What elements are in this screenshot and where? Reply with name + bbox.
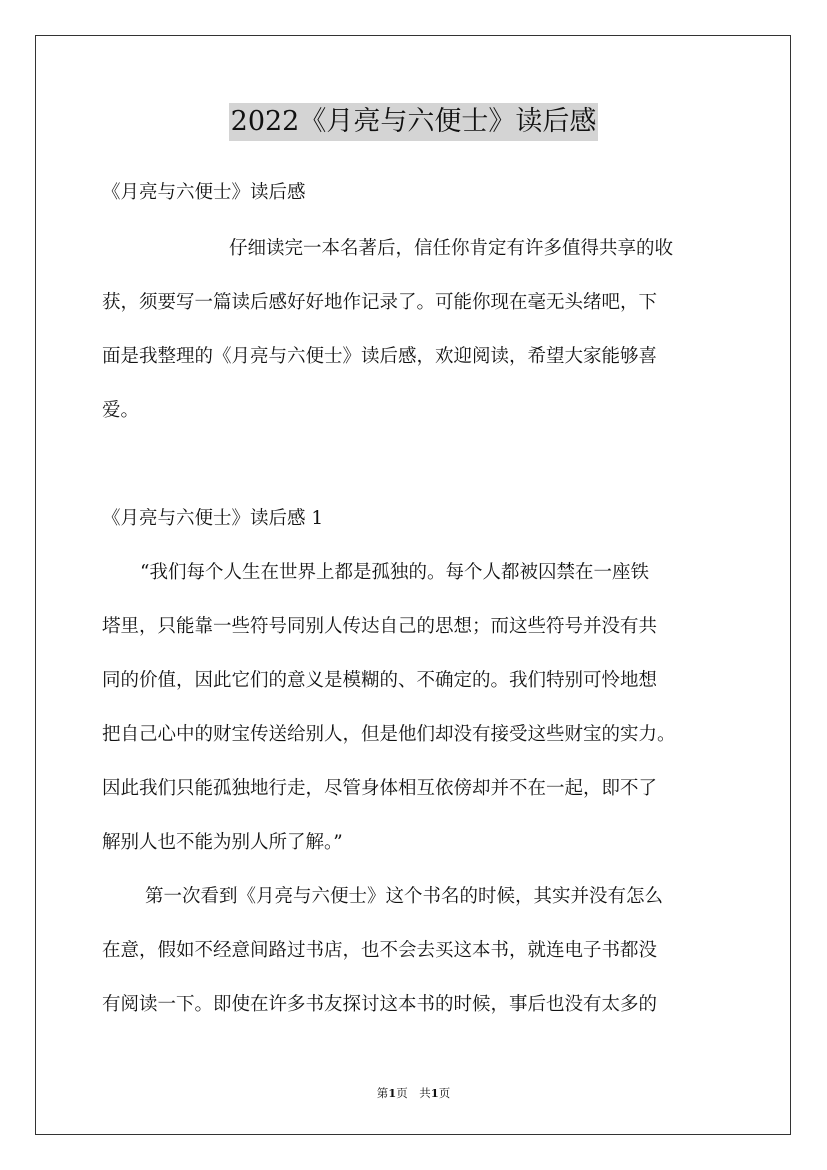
subtitle: 《月亮与六便士》读后感 bbox=[102, 182, 306, 203]
quote-line: 把自己心中的财宝传送给别人，但是他们却没有接受这些财宝的实力。 bbox=[102, 724, 676, 745]
intro-line: 获，须要写一篇读后感好好地作记录了。可能你现在毫无头绪吧，下 bbox=[102, 292, 658, 313]
document-title: 2022《月亮与六便士》读后感 bbox=[229, 103, 599, 141]
quote-line: 塔里，只能靠一些符号同别人传达自己的思想；而这些符号并没有共 bbox=[102, 616, 658, 637]
section-heading: 《月亮与六便士》读后感 1 bbox=[102, 508, 324, 529]
body-line: 有阅读一下。即使在许多书友探讨这本书的时候，事后也没有太多的 bbox=[102, 994, 658, 1015]
footer-page-prefix: 第 bbox=[376, 1086, 389, 1100]
quote-line: 因此我们只能孤独地行走，尽管身体相互依傍却并不在一起，即不了 bbox=[102, 778, 658, 799]
body-line: 第一次看到《月亮与六便士》这个书名的时候，其实并没有怎么 bbox=[145, 886, 664, 907]
footer-page-total: 1 bbox=[430, 1086, 439, 1100]
footer-page-suffix: 页 bbox=[438, 1086, 451, 1100]
intro-line: 仔细读完一本名著后，信任你肯定有许多值得共享的收 bbox=[229, 238, 674, 259]
title-container bbox=[0, 103, 827, 141]
quote-line: 同的价值，因此它们的意义是模糊的、不确定的。我们特别可怜地想 bbox=[102, 670, 658, 691]
quote-line: 解别人也不能为别人所了解。” bbox=[102, 832, 343, 853]
footer-page-current: 1 bbox=[388, 1086, 397, 1100]
quote-line: “我们每个人生在世界上都是孤独的。每个人都被囚禁在一座铁 bbox=[140, 562, 649, 583]
intro-line: 面是我整理的《月亮与六便士》读后感，欢迎阅读，希望大家能够喜 bbox=[102, 346, 658, 367]
body-line: 在意，假如不经意间路过书店，也不会去买这本书，就连电子书都没 bbox=[102, 940, 658, 961]
intro-line: 爱。 bbox=[102, 400, 140, 421]
footer-page-mid: 页 共 bbox=[396, 1086, 431, 1100]
page-footer bbox=[0, 1085, 827, 1101]
